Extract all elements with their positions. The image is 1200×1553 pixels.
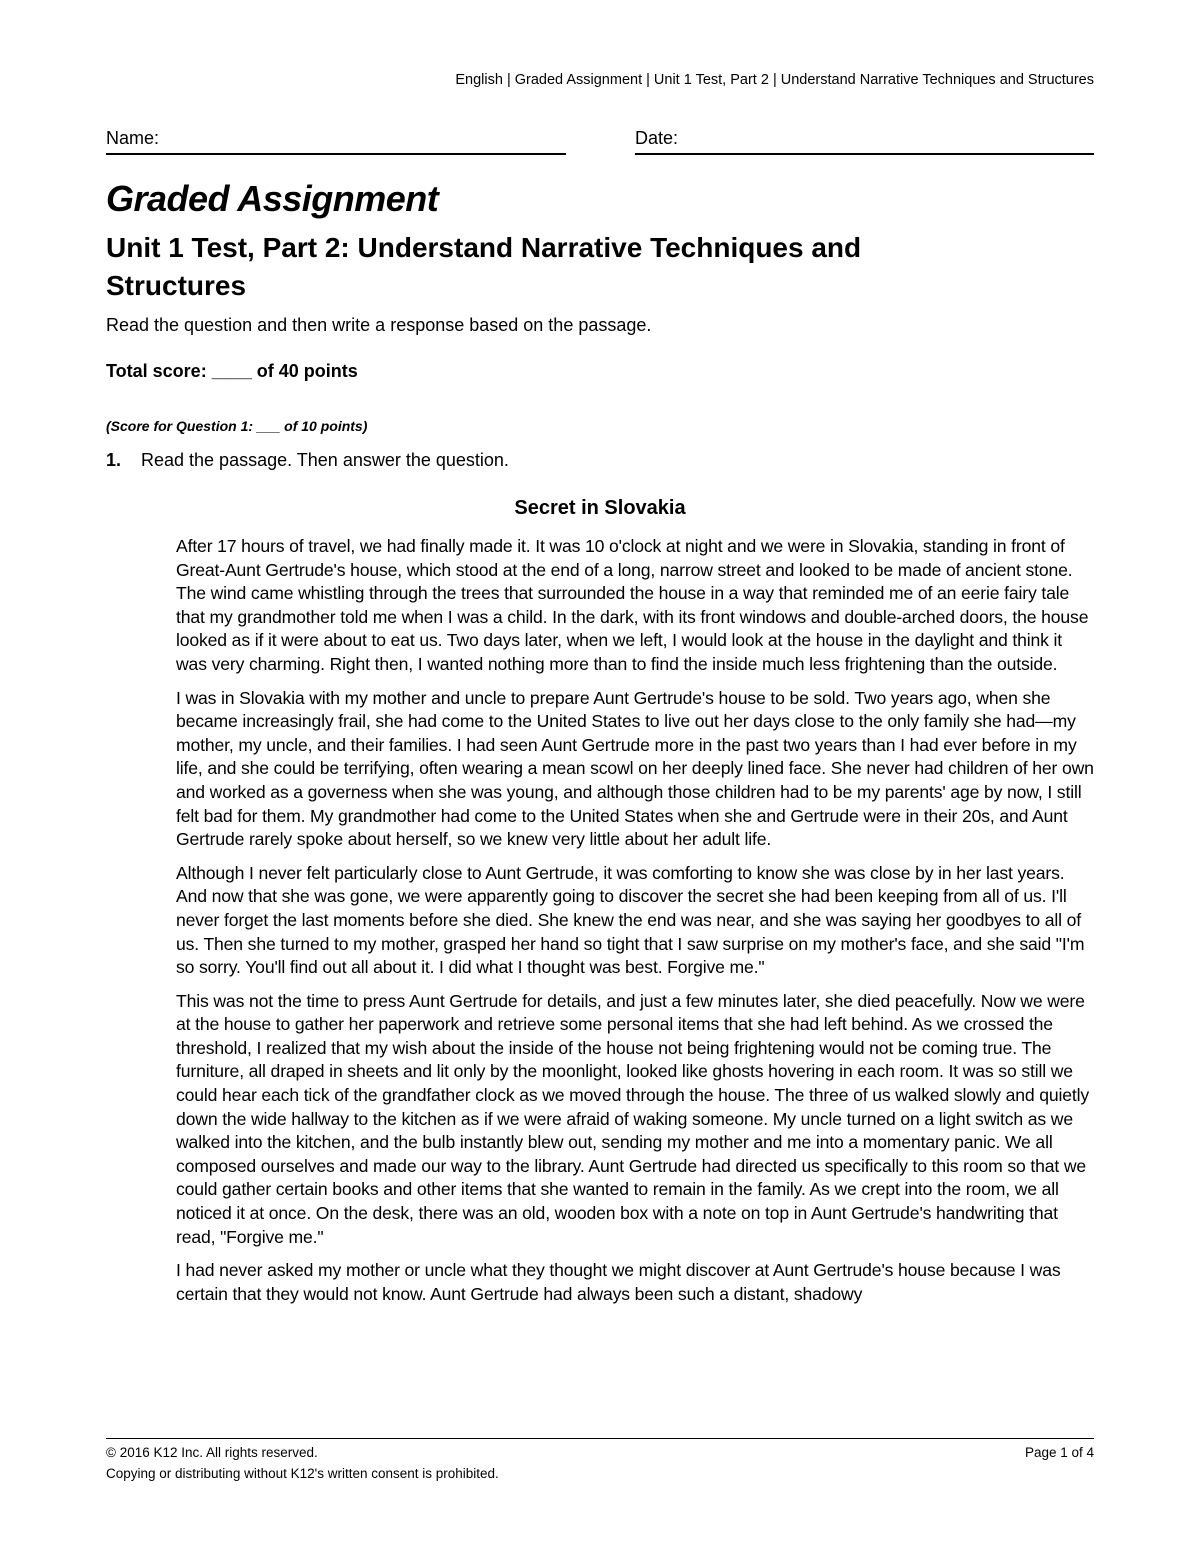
passage-paragraph: I had never asked my mother or uncle what they thought we might discover at Aunt Gertrude's house because I was certain that they would not know. Aunt Gertrude had always been such a distant, shadowy — [176, 1260, 1061, 1304]
footer-notice: Copying or distributing without K12's written consent is prohibited. — [106, 1466, 499, 1481]
total-score: Total score: ____ of 40 points — [106, 361, 358, 381]
passage-paragraph: I was in Slovakia with my mother and uncle to prepare Aunt Gertrude's house to be sold. Two years ago, when she became increasingly frail, she had come to the United States to live out her days close to the only family she had—my mother, my uncle, and their families. I had seen Aunt Gertrude more in the past two years than I had ever before in my life, and she could be terrifying, often wearing a mean scowl on her deeply lined face. She never had children of her own and worked as a governess when she was young, and although those children had to be my parents' age by now, I still felt bad for them. My grandmother had come to the United States when she and Gertrude were in their 20s, and Aunt Gertrude rarely spoke about herself, so we knew very little about her adult life. — [176, 687, 1094, 850]
page-subtitle: Unit 1 Test, Part 2: Understand Narrative Techniques and Structures — [106, 232, 862, 301]
question-1 — [106, 450, 509, 471]
footer-divider — [106, 1438, 1094, 1439]
passage-paragraph: This was not the time to press Aunt Gertrude for details, and just a few minutes later, she died peacefully. Now we were at the house to gather her paperwork and retrieve some personal items that she had left behind. As we crossed the threshold, I realized that my wish about the inside of the house not being frightening would not be coming true. The furniture, all draped in sheets and lit only by the moonlight, looked like ghosts hovering in each room. It was so still we could hear each tick of the grandfather clock as we moved through the house. The three of us walked slowly and quietly down the wide hallway to the kitchen as if we were afraid of waking someone. My uncle turned on a light switch as we walked into the kitchen, and the bulb instantly blew out, sending my mother and me into a momentary panic. We all composed ourselves and made our way to the library. Aunt Gertrude had directed us specifically to this room so that we could gather certain books and other items that she wanted to remain in the family. As we crept into the room, we all noticed it at once. On the desk, there was an old, wooden box with a note on top in Aunt Gertrude's handwriting that read, "Forgive me." — [176, 990, 1090, 1247]
date-label: Date: — [635, 128, 679, 148]
page-title: Graded Assignment — [106, 178, 439, 219]
passage-body — [176, 535, 1096, 1316]
question-text: Read the passage. Then answer the question. — [141, 450, 509, 470]
page-number: Page 1 of 4 — [1024, 1445, 1094, 1460]
question-1-score: (Score for Question 1: ___ of 10 points) — [106, 418, 368, 434]
question-number: 1. — [106, 450, 122, 470]
footer-copyright: © 2016 K12 Inc. All rights reserved. — [106, 1445, 318, 1460]
name-field[interactable] — [106, 127, 566, 155]
name-label: Name: — [106, 128, 160, 148]
running-header: English | Graded Assignment | Unit 1 Test, Part 2 | Understand Narrative Techniques and Structures — [455, 72, 1094, 88]
date-field[interactable] — [635, 127, 1094, 155]
instructions: Read the question and then write a response based on the passage. — [106, 315, 652, 335]
passage-paragraph: After 17 hours of travel, we had finally made it. It was 10 o'clock at night and we were in Slovakia, standing in front of Great-Aunt Gertrude's house, which stood at the end of a long, narrow street and looked to be made of ancient stone. The wind came whistling through the trees that surrounded the house in a way that reminded me of an eerie fairy tale that my grandmother told me when I was a child. In the dark, with its front windows and double-arched doors, the house looked as if it were about to eat us. Two days later, when we left, I would look at the house in the daylight and think it was very charming. Right then, I wanted nothing more than to find the inside much less frightening than the outside. — [176, 536, 1089, 674]
passage-title: Secret in Slovakia — [514, 497, 686, 519]
passage-paragraph: Although I never felt particularly close to Aunt Gertrude, it was comforting to know she was close by in her last years. And now that she was gone, we were apparently going to discover the secret she had been keeping from all of us. I'll never forget the last moments before she died. She knew the end was near, and she was saying her goodbyes to all of us. Then she turned to my mother, grasped her hand so tight that I saw surprise on my mother's face, and she said "I'm so sorry. You'll find out all about it. I did what I thought was best. Forgive me." — [176, 862, 1085, 978]
